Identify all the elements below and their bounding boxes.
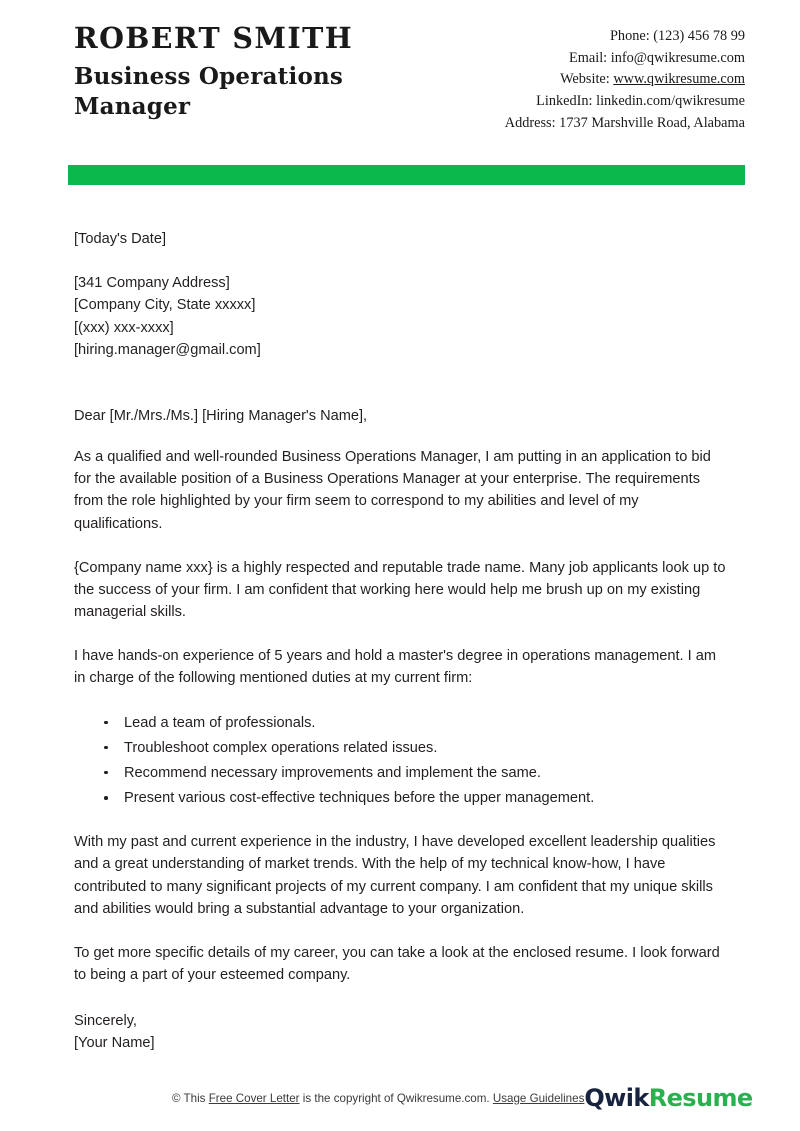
list-item: Lead a team of professionals. <box>102 712 726 734</box>
recipient-line: [(xxx) xxx-xxxx] <box>74 319 174 336</box>
signoff-block <box>74 1010 726 1054</box>
list-item: Recommend necessary improvements and implement the same. <box>102 762 726 784</box>
qwikresume-logo <box>584 1084 752 1112</box>
body-paragraph-3: I have hands-on experience of 5 years and hold a master's degree in operations management. I am in charge of the following mentioned duties at my current firm: <box>74 648 717 687</box>
logo-text-qwik: Qwik <box>584 1084 649 1112</box>
list-item: Present various cost-effective techniques before the upper management. <box>102 787 726 809</box>
closing-salutation: Sincerely, <box>74 1013 137 1030</box>
footer-copyright-middle: is the copyright of Qwikresume.com. <box>299 1091 493 1105</box>
letter-body <box>74 228 726 1055</box>
body-paragraph-1: As a qualified and well-rounded Business Operations Manager, I am putting in an application to bid for the available position of a Business Operations Manager at your enterprise. The requirements from the role highlighted by your firm seem to correspond to my abilities and level of my qualifications. <box>74 449 711 532</box>
contact-phone: Phone: (123) 456 78 99 <box>609 28 745 44</box>
contact-website-label: Website: <box>560 71 614 88</box>
recipient-line: [hiring.manager@gmail.com] <box>74 341 261 358</box>
recipient-address-block <box>74 272 726 361</box>
duties-list <box>74 712 726 810</box>
free-cover-letter-link[interactable]: Free Cover Letter <box>208 1091 300 1105</box>
list-item: Troubleshoot complex operations related issues. <box>102 737 726 759</box>
letter-header <box>0 0 800 135</box>
usage-guidelines-link[interactable]: Usage Guidelines <box>492 1091 585 1105</box>
logo-text-resume: Resume <box>648 1084 753 1112</box>
contact-linkedin: LinkedIn: linkedin.com/qwikresume <box>536 93 745 110</box>
recipient-line: [Company City, State xxxxx] <box>74 297 256 314</box>
contact-email: Email: info@qwikresume.com <box>569 49 745 66</box>
salutation: Dear [Mr./Mrs./Ms.] [Hiring Manager's Name], <box>74 407 368 424</box>
signature-name: [Your Name] <box>74 1035 155 1052</box>
letter-date: [Today's Date] <box>74 231 167 247</box>
contact-website <box>505 69 745 91</box>
body-paragraph-4: With my past and current experience in the industry, I have developed excellent leadership qualities and a great understanding of market trends. With the help of my technical know-how, I have contributed to many significant projects of my current company. I am confident that my unique skills and abilities would bring a substantial advantage to your organization. <box>74 834 716 917</box>
applicant-job-title: Business Operations Manager <box>74 62 344 121</box>
accent-divider-bar <box>68 165 745 185</box>
contact-address: Address: 1737 Marshville Road, Alabama <box>504 114 745 131</box>
footer-copyright <box>172 1092 584 1105</box>
contact-block <box>505 22 745 135</box>
contact-website-link[interactable]: www.qwikresume.com <box>613 71 745 88</box>
body-paragraph-2: {Company name xxx} is a highly respected and reputable trade name. Many job applicants look up to the success of your firm. I am confident that working here would help me brush up on my existing managerial skills. <box>74 559 726 621</box>
recipient-line: [341 Company Address] <box>74 275 230 292</box>
page-footer <box>0 1078 800 1118</box>
body-paragraph-5: To get more specific details of my career, you can take a look at the enclosed resume. I look forward to being a part of your esteemed company. <box>74 944 720 984</box>
applicant-name: ROBERT SMITH <box>74 21 354 55</box>
applicant-identity <box>74 22 494 123</box>
footer-copyright-prefix: © This <box>172 1091 209 1105</box>
